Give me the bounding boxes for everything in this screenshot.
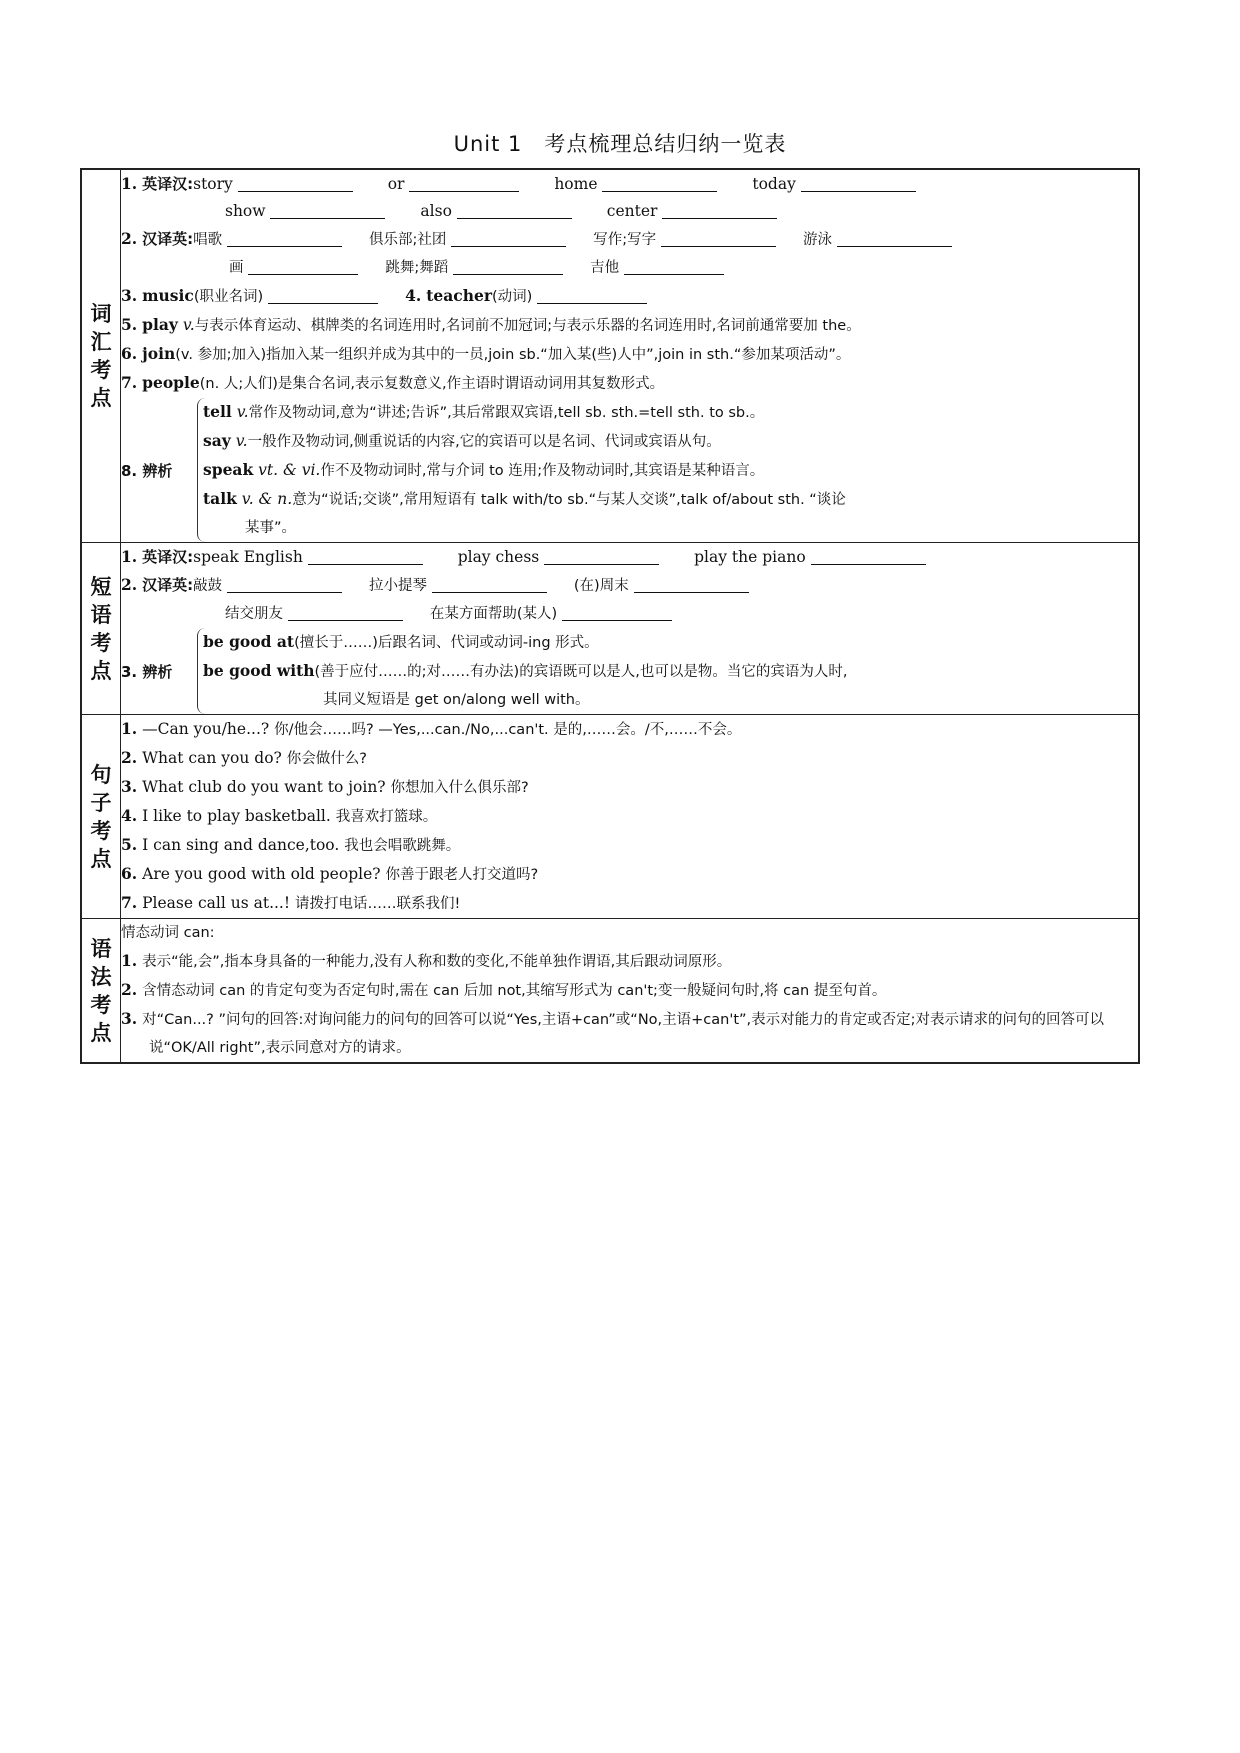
vocab-item-1-row2 [121, 198, 1138, 225]
item-number: 3. [121, 662, 138, 681]
vocab-label-cell [81, 169, 121, 543]
answer-blank[interactable] [662, 200, 777, 219]
answer-blank[interactable] [837, 228, 952, 247]
answer-blank[interactable] [409, 173, 519, 192]
title-text: 考点梳理总结归纳一览表 [544, 132, 787, 156]
compare-line [203, 427, 1138, 456]
sentence-item [121, 889, 1138, 918]
word: also [420, 202, 452, 220]
word: 跳舞;舞蹈 [385, 260, 449, 276]
vocab-label: 词汇考点 [90, 301, 112, 410]
explanation: 某事”。 [245, 520, 297, 536]
hint: (动词) [492, 289, 533, 305]
compare-line [203, 628, 1138, 657]
title-unit: Unit 1 [453, 132, 523, 156]
item-heading: 汉译英: [142, 576, 194, 594]
item-number: 2. [121, 980, 138, 999]
keyword: tell [203, 402, 232, 421]
answer-blank[interactable] [801, 173, 916, 192]
compare-line [203, 657, 1138, 686]
sentence-en: I like to play basketball. [142, 807, 336, 825]
keyword: speak [203, 460, 254, 479]
sentence-en: What can you do? [142, 749, 287, 767]
vocab-item-2 [121, 225, 1138, 254]
sentence-zh: 你想加入什么俱乐部? [390, 780, 529, 796]
item-number: 3. [121, 286, 138, 305]
sentence-item [121, 831, 1138, 860]
sentence-en: I can sing and dance,too. [142, 836, 345, 854]
sentence-zh: 你会做什么? [286, 751, 367, 767]
explanation: (擅长于……)后跟名词、代词或动词-ing 形式。 [294, 635, 599, 651]
sentence-zh: 我也会唱歌跳舞。 [344, 838, 461, 854]
explanation: 一般作及物动词,侧重说话的内容,它的宾语可以是名词、代词或宾语从句。 [247, 434, 721, 450]
word: show [225, 202, 266, 220]
vocab-item-7 [121, 369, 1138, 398]
item-number: 4. [405, 286, 422, 305]
item-number: 8. [121, 461, 138, 480]
sentence-item [121, 860, 1138, 889]
phrases-item-3 [121, 628, 1138, 714]
item-number: 7. [121, 893, 138, 912]
phrase: play the piano [694, 548, 806, 566]
answer-blank[interactable] [270, 200, 385, 219]
phrase: play chess [457, 548, 540, 566]
phrases-item-2 [121, 571, 1138, 600]
item-number: 2. [121, 575, 138, 594]
sentence-item [121, 715, 1138, 744]
answer-blank[interactable] [308, 546, 423, 565]
grammar-section [81, 919, 1139, 1064]
keyword: say [203, 431, 231, 450]
keyword: play [142, 315, 178, 334]
vocab-section [81, 169, 1139, 543]
item-number: 5. [121, 835, 138, 854]
word: 写作;写字 [593, 232, 657, 248]
grammar-item [121, 947, 1138, 976]
answer-blank[interactable] [537, 285, 647, 304]
phrase: 拉小提琴 [369, 578, 427, 594]
compare-line [203, 485, 1138, 514]
answer-blank[interactable] [453, 256, 563, 275]
item-heading: 英译汉: [142, 175, 194, 193]
keyword: teacher [426, 286, 492, 305]
phrases-label: 短语考点 [90, 573, 112, 683]
part-of-speech: v. [236, 403, 249, 421]
word: center [606, 202, 658, 220]
vocab-item-6 [121, 340, 1138, 369]
part-of-speech: vt. & vi. [258, 461, 321, 479]
word: 画 [229, 260, 244, 276]
hint: (职业名词) [193, 289, 264, 305]
sentence-en: Please call us at...! [142, 894, 296, 912]
explanation: (n. 人;人们)是集合名词,表示复数意义,作主语时谓语动词用其复数形式。 [199, 376, 665, 392]
keyword: be good at [203, 632, 295, 651]
grammar-label: 语法考点 [90, 935, 112, 1045]
item-number: 3. [121, 777, 138, 796]
sentences-body [121, 715, 1140, 919]
answer-blank[interactable] [451, 228, 566, 247]
explanation: 与表示体育运动、棋牌类的名词连用时,名词前不加冠词;与表示乐器的名词连用时,名词前通常要加 the。 [194, 318, 861, 334]
answer-blank[interactable] [661, 228, 776, 247]
part-of-speech: v. [235, 432, 248, 450]
answer-blank[interactable] [248, 256, 358, 275]
sentences-section [81, 715, 1139, 919]
answer-blank[interactable] [634, 574, 749, 593]
phrases-item-2-row2 [121, 600, 1138, 628]
word: 唱歌 [193, 232, 223, 248]
compare-line-cont [203, 686, 1138, 714]
compare-line-cont [203, 514, 1138, 542]
phrase: 在某方面帮助(某人) [429, 606, 558, 622]
vocab-item-5 [121, 311, 1138, 340]
answer-blank[interactable] [238, 173, 353, 192]
compare-line [203, 398, 1138, 427]
explanation: 其同义短语是 get on/along well with。 [323, 692, 590, 708]
item-number: 2. [121, 229, 138, 248]
word: today [752, 175, 796, 193]
sentence-en: What club do you want to join? [142, 778, 391, 796]
word: 俱乐部;社团 [369, 232, 447, 248]
grammar-intro [121, 919, 1138, 947]
intro-text: 情态动词 can: [121, 925, 215, 941]
phrases-body [121, 543, 1140, 715]
item-number: 4. [121, 806, 138, 825]
item-heading: 辨析 [142, 461, 173, 480]
sentence-zh: 你善于跟老人打交道吗? [385, 867, 539, 883]
vocab-item-8 [121, 398, 1138, 542]
answer-blank[interactable] [268, 285, 378, 304]
item-number: 2. [121, 748, 138, 767]
sentence-item [121, 773, 1138, 802]
answer-blank[interactable] [624, 256, 724, 275]
bracket-label [121, 460, 197, 481]
compare-line [203, 456, 1138, 485]
keyword: people [142, 373, 200, 392]
keyword: talk [203, 489, 237, 508]
item-number: 1. [121, 174, 138, 193]
item-heading: 辨析 [142, 662, 173, 681]
item-heading: 汉译英: [142, 230, 194, 248]
answer-blank[interactable] [432, 574, 547, 593]
sentence-en: —Can you/he...? [142, 720, 275, 738]
item-number: 6. [121, 344, 138, 363]
word: 游泳 [803, 232, 833, 248]
answer-blank[interactable] [544, 546, 659, 565]
answer-blank[interactable] [227, 574, 342, 593]
phrase: 敲鼓 [193, 578, 223, 594]
vocab-item-2-row2 [121, 254, 1138, 282]
phrase: 结交朋友 [225, 606, 283, 622]
explanation: 表示“能,会”,指本身具备的一种能力,没有人称和数的变化,不能单独作谓语,其后跟动词原形。 [142, 954, 732, 970]
sentences-label-cell [81, 715, 121, 919]
sentence-zh: 请拨打电话……联系我们! [295, 896, 461, 912]
item-number: 3. [121, 1009, 138, 1028]
item-heading: 英译汉: [142, 548, 194, 566]
item-number: 1. [121, 547, 138, 566]
item-number: 6. [121, 864, 138, 883]
explanation: 含情态动词 can 的肯定句变为否定句时,需在 can 后加 not,其缩写形式为 can't;变一般疑问句时,将 can 提至句首。 [142, 983, 887, 999]
answer-blank[interactable] [562, 602, 672, 621]
answer-blank[interactable] [602, 173, 717, 192]
page-title [0, 128, 1240, 158]
bracket-label [121, 661, 197, 682]
word: 吉他 [590, 260, 620, 276]
grammar-item [121, 1005, 1138, 1062]
part-of-speech: v. & n. [241, 490, 293, 508]
word: story [193, 175, 233, 193]
phrase: (在)周末 [573, 578, 629, 594]
word: or [387, 175, 405, 193]
summary-table [80, 168, 1140, 1064]
sentence-item [121, 744, 1138, 773]
answer-blank[interactable] [811, 546, 926, 565]
item-number: 5. [121, 315, 138, 334]
explanation: 常作及物动词,意为“讲述;告诉”,其后常跟双宾语,tell sb. sth.=tell sth. to sb.。 [248, 405, 765, 421]
sentence-zh: 你/他会……吗? —Yes,...can./No,...can't. 是的,……会。/不,……不会。 [274, 722, 742, 738]
explanation: 对“Can...? ”问句的回答:对询问能力的问句的回答可以说“Yes,主语+can”或“No,主语+can't”,表示对能力的肯定或否定;对表示请求的问句的回答可以说“OK/All right”,表示同意对方的请求。 [142, 1012, 1105, 1056]
grammar-item [121, 976, 1138, 1005]
sentence-zh: 我喜欢打篮球。 [335, 809, 438, 825]
grammar-label-cell [81, 919, 121, 1064]
item-number: 1. [121, 719, 138, 738]
explanation: 意为“说话;交谈”,常用短语有 talk with/to sb.“与某人交谈”,talk of/about sth. “谈论 [292, 492, 846, 508]
word: home [554, 175, 598, 193]
grammar-body [121, 919, 1140, 1064]
item-number: 1. [121, 951, 138, 970]
explanation: 作不及物动词时,常与介词 to 连用;作及物动词时,其宾语是某种语言。 [320, 463, 765, 479]
vocab-body [121, 169, 1140, 543]
bracket-group [197, 628, 1138, 714]
phrases-section [81, 543, 1139, 715]
phrases-label-cell [81, 543, 121, 715]
item-number: 7. [121, 373, 138, 392]
phrases-item-1 [121, 543, 1138, 571]
sentence-en: Are you good with old people? [142, 865, 386, 883]
answer-blank[interactable] [227, 228, 342, 247]
answer-blank[interactable] [457, 200, 572, 219]
answer-blank[interactable] [288, 602, 403, 621]
explanation: (善于应付……的;对……有办法)的宾语既可以是人,也可以是物。当它的宾语为人时, [314, 664, 848, 680]
phrase: speak English [193, 548, 303, 566]
sentence-item [121, 802, 1138, 831]
keyword: join [142, 344, 176, 363]
vocab-item-3-4 [121, 282, 1138, 311]
bracket-group [197, 398, 1138, 542]
keyword: music [142, 286, 194, 305]
part-of-speech: v. [182, 316, 195, 334]
keyword: be good with [203, 661, 315, 680]
sentences-label: 句子考点 [90, 761, 112, 871]
vocab-item-1 [121, 170, 1138, 198]
explanation: (v. 参加;加入)指加入某一组织并成为其中的一员,join sb.“加入某(些)人中”,join in sth.“参加某项活动”。 [175, 347, 851, 363]
